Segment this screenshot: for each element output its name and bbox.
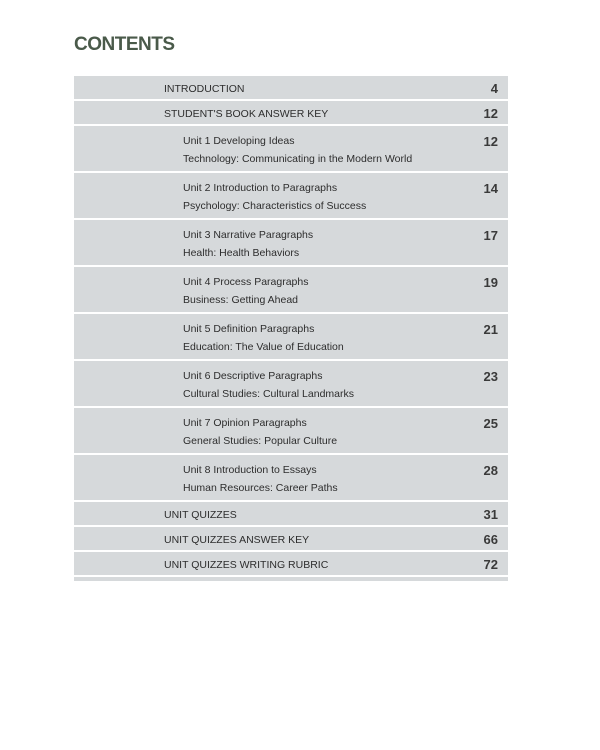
toc-entry-page: 31 — [483, 507, 498, 522]
toc-entry-answer-key[interactable] — [74, 101, 508, 126]
unit-page: 28 — [483, 463, 498, 478]
toc-entry-label: INTRODUCTION — [164, 83, 245, 95]
toc-entry-unit-quizzes[interactable] — [74, 502, 508, 527]
unit-page: 23 — [483, 369, 498, 384]
unit-title: Unit 6 Descriptive Paragraphs — [183, 370, 323, 382]
toc-entry-page: 4 — [490, 81, 498, 96]
toc-entry-page: 72 — [483, 557, 498, 572]
unit-title: Unit 2 Introduction to Paragraphs — [183, 182, 338, 194]
toc-entry-page: 12 — [483, 106, 498, 121]
unit-page: 25 — [483, 416, 498, 431]
toc-entry-quizzes-answer-key[interactable] — [74, 527, 508, 552]
unit-page: 14 — [483, 181, 498, 196]
unit-page: 21 — [483, 322, 498, 337]
unit-subtitle: Technology: Communicating in the Modern World — [183, 153, 413, 165]
unit-title: Unit 1 Developing Ideas — [183, 135, 295, 147]
toc-entry-page: 66 — [483, 532, 498, 547]
toc-entry-label: UNIT QUIZZES WRITING RUBRIC — [164, 559, 329, 571]
toc-unit-8[interactable] — [74, 455, 508, 502]
toc-unit-4[interactable] — [74, 267, 508, 314]
toc-entry-writing-rubric[interactable] — [74, 552, 508, 577]
toc-unit-6[interactable] — [74, 361, 508, 408]
unit-subtitle: Cultural Studies: Cultural Landmarks — [183, 388, 354, 400]
page-title: CONTENTS — [74, 34, 175, 55]
unit-title: Unit 4 Process Paragraphs — [183, 276, 309, 288]
toc-unit-5[interactable] — [74, 314, 508, 361]
toc-unit-3[interactable] — [74, 220, 508, 267]
unit-subtitle: Business: Getting Ahead — [183, 294, 298, 306]
table-of-contents — [74, 76, 508, 581]
unit-subtitle: Psychology: Characteristics of Success — [183, 200, 367, 212]
toc-entry-introduction[interactable] — [74, 76, 508, 101]
toc-entry-label: UNIT QUIZZES — [164, 509, 237, 521]
toc-unit-7[interactable] — [74, 408, 508, 455]
unit-subtitle: Education: The Value of Education — [183, 341, 344, 353]
toc-entry-label: STUDENT'S BOOK ANSWER KEY — [164, 108, 329, 120]
unit-title: Unit 8 Introduction to Essays — [183, 464, 317, 476]
unit-subtitle: General Studies: Popular Culture — [183, 435, 338, 447]
unit-page: 12 — [483, 134, 498, 149]
unit-title: Unit 5 Definition Paragraphs — [183, 323, 315, 335]
toc-entry-label: UNIT QUIZZES ANSWER KEY — [164, 534, 310, 546]
toc-unit-2[interactable] — [74, 173, 508, 220]
unit-page: 17 — [483, 228, 498, 243]
toc-unit-1[interactable] — [74, 126, 508, 173]
unit-page: 19 — [483, 275, 498, 290]
unit-subtitle: Human Resources: Career Paths — [183, 482, 338, 494]
unit-subtitle: Health: Health Behaviors — [183, 247, 300, 259]
unit-title: Unit 7 Opinion Paragraphs — [183, 417, 307, 429]
unit-title: Unit 3 Narrative Paragraphs — [183, 229, 314, 241]
